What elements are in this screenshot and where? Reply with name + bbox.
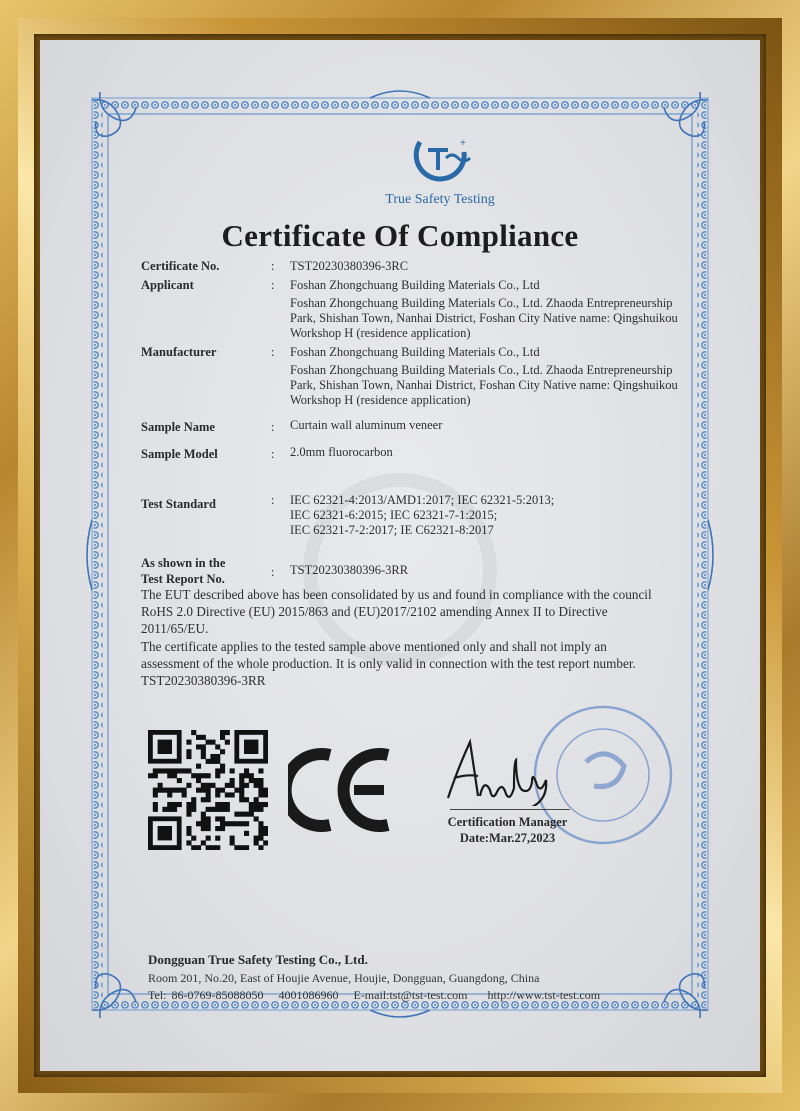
test-report-label: As shown in the	[141, 556, 226, 570]
sample-model-label: Sample Model	[141, 447, 218, 461]
colon: :	[271, 278, 275, 292]
statement-line: assessment of the whole production. It is only valid in connection with the test report number.	[141, 656, 636, 671]
colon: :	[271, 420, 275, 434]
footer-address: Room 201, No.20, East of Houjie Avenue, Houjie, Dongguan, Guangdong, China	[148, 971, 540, 985]
tst-logo-icon	[380, 124, 500, 194]
test-report-label: Test Report No.	[141, 572, 225, 586]
certificate-paper	[40, 40, 760, 1071]
colon: :	[271, 447, 275, 461]
test-report-value: TST20230380396-3RR	[290, 563, 409, 577]
certificate-date: Date:Mar.27,2023	[459, 831, 556, 845]
manufacturer-address-line: Foshan Zhongchuang Building Materials Co., Ltd. Zhaoda Entrepreneurship	[290, 363, 673, 377]
logo-text: True Safety Testing	[385, 192, 495, 207]
statement-line: The certificate applies to the tested sample above mentioned only and shall not imply an	[141, 639, 607, 654]
colon: :	[271, 565, 275, 579]
footer-email: E-mail:tst@tst-test.com	[353, 988, 468, 1002]
footer-tel: Tel: 86-0769-85088050	[148, 988, 264, 1002]
manufacturer-label: Manufacturer	[141, 345, 217, 359]
test-standard-line: IEC 62321-6:2015; IEC 62321-7-1:2015;	[290, 508, 498, 522]
certificate-no-label: Certificate No.	[141, 259, 220, 273]
colon: :	[271, 259, 275, 273]
applicant-address-line: Park, Shishan Town, Nanhai District, Foshan City Native name: Qingshuikou	[290, 311, 678, 325]
sample-model-value: 2.0mm fluorocarbon	[290, 445, 393, 459]
test-standard-line: IEC 62321-4:2013/AMD1:2017; IEC 62321-5:2013;	[290, 493, 555, 507]
footer-web: http://www.tst-test.com	[487, 988, 601, 1002]
statement-line: The EUT described above has been consolidated by us and found in compliance with the council	[141, 587, 652, 602]
manufacturer-name: Foshan Zhongchuang Building Materials Co., Ltd	[290, 345, 540, 359]
signature-andy	[440, 736, 580, 806]
statement-line: 2011/65/EU.	[141, 621, 209, 636]
certificate-no-value: TST20230380396-3RC	[290, 259, 409, 273]
svg-text:+: +	[460, 138, 466, 149]
statement-line: RoHS 2.0 Directive (EU) 2015/863 and (EU)2017/2102 amending Annex II to Directive	[141, 604, 608, 619]
sample-name-label: Sample Name	[141, 420, 215, 434]
footer-phone2: 4001086960	[278, 988, 339, 1002]
colon: :	[271, 493, 275, 507]
test-standard-label: Test Standard	[141, 497, 216, 511]
footer-contact	[148, 988, 600, 1003]
applicant-address-line: Foshan Zhongchuang Building Materials Co., Ltd. Zhaoda Entrepreneurship	[290, 296, 673, 310]
footer-company: Dongguan True Safety Testing Co., Ltd.	[148, 952, 368, 967]
qr-code	[148, 730, 268, 850]
signature-line	[450, 809, 570, 810]
certificate-title: Certificate Of Compliance	[221, 218, 579, 253]
applicant-name: Foshan Zhongchuang Building Materials Co., Ltd	[290, 278, 540, 292]
statement-line: TST20230380396-3RR	[141, 673, 266, 688]
certification-manager-title: Certification Manager	[447, 815, 568, 829]
colon: :	[271, 345, 275, 359]
sample-name-value: Curtain wall aluminum veneer	[290, 418, 443, 432]
test-standard-line: IEC 62321-7-2:2017; IE C62321-8:2017	[290, 523, 494, 537]
applicant-address-line: Workshop H (residence application)	[290, 326, 471, 340]
applicant-label: Applicant	[141, 278, 194, 292]
ce-mark-icon	[288, 745, 398, 835]
manufacturer-address-line: Workshop H (residence application)	[290, 393, 471, 407]
manufacturer-address-line: Park, Shishan Town, Nanhai District, Foshan City Native name: Qingshuikou	[290, 378, 678, 392]
